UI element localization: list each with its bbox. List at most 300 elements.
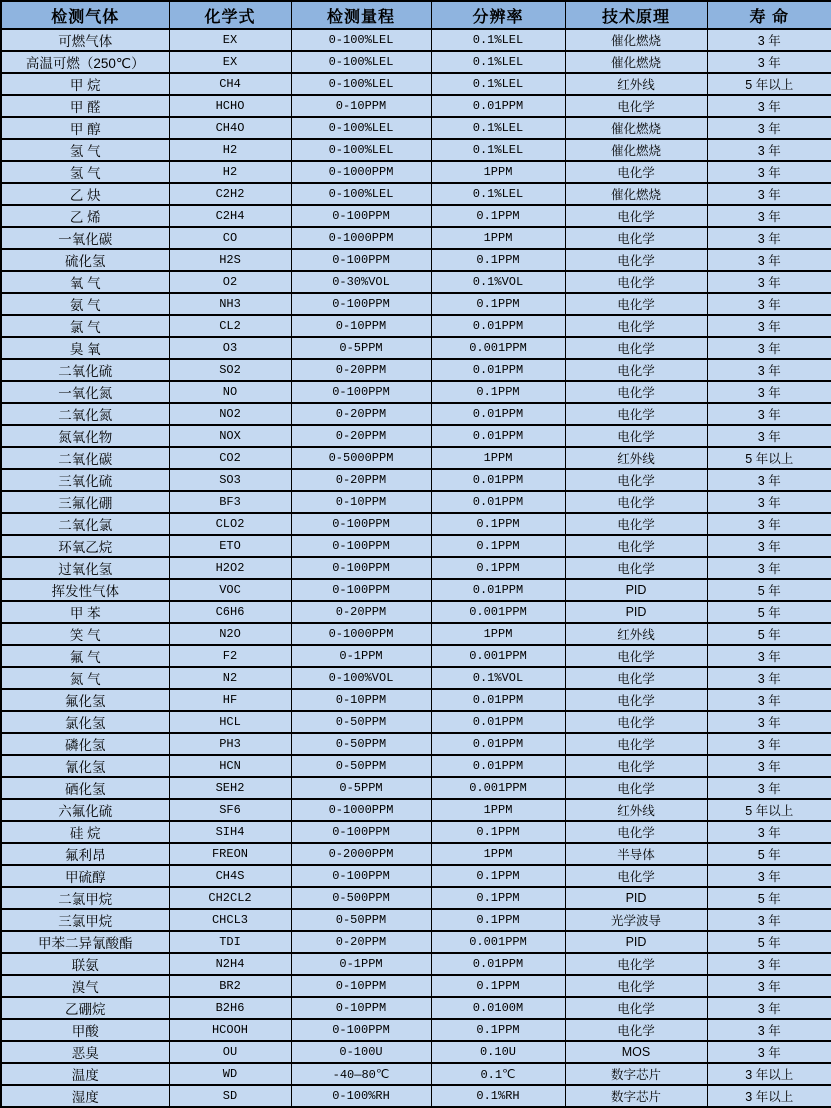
- table-row: [1, 183, 831, 205]
- cell-formula: HCOOH: [169, 1019, 291, 1041]
- cell-principle: 催化燃烧: [565, 139, 707, 161]
- cell-resolution: 0.01PPM: [431, 953, 565, 975]
- table-row: [1, 1019, 831, 1041]
- cell-principle: PID: [565, 931, 707, 953]
- cell-lifespan: 5 年: [707, 579, 831, 601]
- table-body: [1, 29, 831, 1107]
- cell-range: 0-5PPM: [291, 337, 431, 359]
- cell-range: 0-100PPM: [291, 821, 431, 843]
- cell-principle: PID: [565, 601, 707, 623]
- cell-lifespan: 3 年: [707, 1019, 831, 1041]
- table-row: [1, 1041, 831, 1063]
- cell-formula: HCN: [169, 755, 291, 777]
- table-header-row: [1, 1, 831, 29]
- cell-gas: 三氧化硫: [1, 469, 169, 491]
- cell-range: 0-5PPM: [291, 777, 431, 799]
- cell-resolution: 0.01PPM: [431, 755, 565, 777]
- cell-lifespan: 3 年: [707, 117, 831, 139]
- cell-gas: 氨 气: [1, 293, 169, 315]
- cell-gas: 二氯甲烷: [1, 887, 169, 909]
- cell-range: 0-50PPM: [291, 909, 431, 931]
- cell-formula: NO2: [169, 403, 291, 425]
- column-header-principle: 技术原理: [565, 1, 707, 29]
- table-row: [1, 51, 831, 73]
- cell-principle: 数字芯片: [565, 1063, 707, 1085]
- table-row: [1, 337, 831, 359]
- cell-gas: 甲硫醇: [1, 865, 169, 887]
- table-row: [1, 205, 831, 227]
- cell-resolution: 0.0100M: [431, 997, 565, 1019]
- cell-formula: VOC: [169, 579, 291, 601]
- cell-resolution: 1PPM: [431, 623, 565, 645]
- cell-gas: 甲 醛: [1, 95, 169, 117]
- cell-resolution: 0.10U: [431, 1041, 565, 1063]
- cell-lifespan: 3 年: [707, 315, 831, 337]
- table-row: [1, 931, 831, 953]
- cell-lifespan: 3 年: [707, 953, 831, 975]
- cell-formula: CLO2: [169, 513, 291, 535]
- cell-range: 0-10PPM: [291, 95, 431, 117]
- cell-resolution: 0.001PPM: [431, 777, 565, 799]
- cell-principle: 电化学: [565, 953, 707, 975]
- cell-gas: 恶臭: [1, 1041, 169, 1063]
- cell-gas: 二氧化碳: [1, 447, 169, 469]
- cell-resolution: 1PPM: [431, 799, 565, 821]
- table-row: [1, 733, 831, 755]
- table-row: [1, 513, 831, 535]
- cell-range: 0-100%VOL: [291, 667, 431, 689]
- cell-formula: SF6: [169, 799, 291, 821]
- cell-formula: C2H4: [169, 205, 291, 227]
- cell-range: 0-100PPM: [291, 579, 431, 601]
- cell-range: 0-10PPM: [291, 315, 431, 337]
- cell-principle: 红外线: [565, 799, 707, 821]
- cell-range: 0-100%RH: [291, 1085, 431, 1107]
- cell-lifespan: 3 年: [707, 667, 831, 689]
- cell-gas: 甲 醇: [1, 117, 169, 139]
- cell-gas: 磷化氢: [1, 733, 169, 755]
- cell-lifespan: 3 年: [707, 51, 831, 73]
- cell-gas: 氰化氢: [1, 755, 169, 777]
- cell-lifespan: 3 年: [707, 359, 831, 381]
- cell-formula: CH2CL2: [169, 887, 291, 909]
- cell-lifespan: 5 年: [707, 887, 831, 909]
- table-row: [1, 689, 831, 711]
- cell-resolution: 0.01PPM: [431, 359, 565, 381]
- cell-formula: BR2: [169, 975, 291, 997]
- cell-principle: 电化学: [565, 975, 707, 997]
- cell-gas: 氟化氢: [1, 689, 169, 711]
- cell-gas: 氢 气: [1, 161, 169, 183]
- cell-principle: 红外线: [565, 73, 707, 95]
- cell-gas: 温度: [1, 1063, 169, 1085]
- table-row: [1, 315, 831, 337]
- cell-formula: HF: [169, 689, 291, 711]
- cell-lifespan: 3 年: [707, 997, 831, 1019]
- table-row: [1, 711, 831, 733]
- cell-resolution: 1PPM: [431, 161, 565, 183]
- cell-gas: 二氧化氯: [1, 513, 169, 535]
- cell-formula: C6H6: [169, 601, 291, 623]
- cell-range: 0-20PPM: [291, 931, 431, 953]
- cell-gas: 臭 氧: [1, 337, 169, 359]
- cell-range: 0-30%VOL: [291, 271, 431, 293]
- cell-lifespan: 3 年: [707, 535, 831, 557]
- cell-formula: CH4O: [169, 117, 291, 139]
- cell-range: 0-50PPM: [291, 733, 431, 755]
- cell-range: 0-100PPM: [291, 293, 431, 315]
- cell-principle: 电化学: [565, 557, 707, 579]
- cell-lifespan: 3 年: [707, 1041, 831, 1063]
- cell-lifespan: 3 年: [707, 95, 831, 117]
- cell-principle: 红外线: [565, 623, 707, 645]
- cell-principle: 电化学: [565, 425, 707, 447]
- cell-resolution: 0.01PPM: [431, 315, 565, 337]
- cell-principle: 光学波导: [565, 909, 707, 931]
- cell-gas: 氯 气: [1, 315, 169, 337]
- table-row: [1, 887, 831, 909]
- cell-range: -40—80℃: [291, 1063, 431, 1085]
- cell-formula: B2H6: [169, 997, 291, 1019]
- cell-principle: 电化学: [565, 359, 707, 381]
- cell-resolution: 0.001PPM: [431, 931, 565, 953]
- cell-resolution: 0.001PPM: [431, 645, 565, 667]
- table-row: [1, 821, 831, 843]
- cell-resolution: 0.01PPM: [431, 469, 565, 491]
- cell-lifespan: 3 年以上: [707, 1063, 831, 1085]
- cell-formula: OU: [169, 1041, 291, 1063]
- cell-gas: 乙 烯: [1, 205, 169, 227]
- cell-formula: H2: [169, 139, 291, 161]
- cell-principle: 电化学: [565, 865, 707, 887]
- cell-range: 0-50PPM: [291, 755, 431, 777]
- cell-range: 0-100PPM: [291, 865, 431, 887]
- cell-principle: 电化学: [565, 491, 707, 513]
- cell-range: 0-100%LEL: [291, 73, 431, 95]
- cell-principle: 电化学: [565, 161, 707, 183]
- cell-formula: SD: [169, 1085, 291, 1107]
- cell-gas: 硒化氢: [1, 777, 169, 799]
- cell-resolution: 0.1%LEL: [431, 117, 565, 139]
- cell-lifespan: 3 年: [707, 337, 831, 359]
- table-row: [1, 403, 831, 425]
- cell-gas: 氢 气: [1, 139, 169, 161]
- cell-range: 0-100%LEL: [291, 183, 431, 205]
- cell-lifespan: 3 年: [707, 821, 831, 843]
- cell-formula: ETO: [169, 535, 291, 557]
- cell-principle: 电化学: [565, 293, 707, 315]
- table-row: [1, 161, 831, 183]
- cell-gas: 一氧化碳: [1, 227, 169, 249]
- cell-formula: CO2: [169, 447, 291, 469]
- table-row: [1, 601, 831, 623]
- cell-lifespan: 3 年: [707, 909, 831, 931]
- cell-resolution: 0.01PPM: [431, 491, 565, 513]
- cell-resolution: 0.1PPM: [431, 909, 565, 931]
- cell-formula: CH4S: [169, 865, 291, 887]
- cell-formula: F2: [169, 645, 291, 667]
- cell-principle: 电化学: [565, 733, 707, 755]
- cell-lifespan: 5 年: [707, 601, 831, 623]
- cell-principle: 催化燃烧: [565, 117, 707, 139]
- cell-lifespan: 3 年: [707, 227, 831, 249]
- cell-range: 0-20PPM: [291, 425, 431, 447]
- cell-range: 0-10PPM: [291, 997, 431, 1019]
- cell-formula: TDI: [169, 931, 291, 953]
- cell-gas: 一氧化氮: [1, 381, 169, 403]
- cell-gas: 乙 炔: [1, 183, 169, 205]
- cell-lifespan: 3 年: [707, 403, 831, 425]
- cell-resolution: 0.001PPM: [431, 601, 565, 623]
- table-row: [1, 865, 831, 887]
- cell-lifespan: 5 年: [707, 623, 831, 645]
- table-row: [1, 579, 831, 601]
- cell-gas: 三氟化硼: [1, 491, 169, 513]
- cell-formula: WD: [169, 1063, 291, 1085]
- cell-gas: 可燃气体: [1, 29, 169, 51]
- cell-range: 0-1000PPM: [291, 227, 431, 249]
- cell-principle: 半导体: [565, 843, 707, 865]
- table-row: [1, 535, 831, 557]
- cell-principle: 电化学: [565, 403, 707, 425]
- table-row: [1, 447, 831, 469]
- table-row: [1, 227, 831, 249]
- cell-resolution: 0.01PPM: [431, 733, 565, 755]
- cell-gas: 六氟化硫: [1, 799, 169, 821]
- cell-resolution: 0.1%LEL: [431, 29, 565, 51]
- cell-resolution: 0.1℃: [431, 1063, 565, 1085]
- cell-gas: 甲 烷: [1, 73, 169, 95]
- cell-range: 0-100PPM: [291, 513, 431, 535]
- cell-formula: HCHO: [169, 95, 291, 117]
- cell-formula: CL2: [169, 315, 291, 337]
- cell-range: 0-20PPM: [291, 601, 431, 623]
- cell-lifespan: 5 年以上: [707, 447, 831, 469]
- cell-principle: 电化学: [565, 205, 707, 227]
- cell-lifespan: 3 年: [707, 293, 831, 315]
- cell-resolution: 0.01PPM: [431, 711, 565, 733]
- cell-formula: SEH2: [169, 777, 291, 799]
- table-row: [1, 997, 831, 1019]
- cell-lifespan: 3 年: [707, 513, 831, 535]
- cell-lifespan: 3 年: [707, 139, 831, 161]
- cell-gas: 氮 气: [1, 667, 169, 689]
- table-row: [1, 799, 831, 821]
- cell-formula: CO: [169, 227, 291, 249]
- cell-range: 0-5000PPM: [291, 447, 431, 469]
- cell-lifespan: 5 年以上: [707, 799, 831, 821]
- cell-resolution: 0.1PPM: [431, 557, 565, 579]
- cell-formula: O3: [169, 337, 291, 359]
- cell-principle: 电化学: [565, 645, 707, 667]
- cell-resolution: 0.001PPM: [431, 337, 565, 359]
- cell-range: 0-10PPM: [291, 975, 431, 997]
- cell-gas: 湿度: [1, 1085, 169, 1107]
- cell-lifespan: 3 年: [707, 381, 831, 403]
- cell-formula: H2S: [169, 249, 291, 271]
- cell-resolution: 0.1PPM: [431, 887, 565, 909]
- cell-gas: 氮氧化物: [1, 425, 169, 447]
- cell-lifespan: 3 年: [707, 271, 831, 293]
- table-row: [1, 425, 831, 447]
- cell-principle: 电化学: [565, 469, 707, 491]
- cell-principle: 电化学: [565, 689, 707, 711]
- cell-formula: SO2: [169, 359, 291, 381]
- table-row: [1, 1085, 831, 1107]
- cell-range: 0-100%LEL: [291, 29, 431, 51]
- table-row: [1, 777, 831, 799]
- cell-principle: 电化学: [565, 667, 707, 689]
- cell-formula: O2: [169, 271, 291, 293]
- cell-formula: SO3: [169, 469, 291, 491]
- cell-lifespan: 3 年: [707, 469, 831, 491]
- table-row: [1, 95, 831, 117]
- column-header-formula: 化学式: [169, 1, 291, 29]
- cell-gas: 溴气: [1, 975, 169, 997]
- cell-principle: 电化学: [565, 249, 707, 271]
- cell-range: 0-10PPM: [291, 491, 431, 513]
- cell-resolution: 0.1PPM: [431, 381, 565, 403]
- cell-range: 0-10PPM: [291, 689, 431, 711]
- cell-resolution: 0.01PPM: [431, 425, 565, 447]
- cell-lifespan: 3 年: [707, 975, 831, 997]
- table-row: [1, 1063, 831, 1085]
- cell-formula: EX: [169, 51, 291, 73]
- table-row: [1, 381, 831, 403]
- cell-gas: 乙硼烷: [1, 997, 169, 1019]
- cell-range: 0-1PPM: [291, 953, 431, 975]
- cell-lifespan: 3 年: [707, 645, 831, 667]
- table-row: [1, 249, 831, 271]
- cell-principle: 电化学: [565, 513, 707, 535]
- cell-lifespan: 3 年: [707, 425, 831, 447]
- cell-principle: 数字芯片: [565, 1085, 707, 1107]
- cell-range: 0-100PPM: [291, 1019, 431, 1041]
- cell-lifespan: 5 年: [707, 843, 831, 865]
- cell-range: 0-100%LEL: [291, 51, 431, 73]
- cell-formula: FREON: [169, 843, 291, 865]
- column-header-resolution: 分辨率: [431, 1, 565, 29]
- cell-range: 0-1PPM: [291, 645, 431, 667]
- cell-lifespan: 3 年: [707, 865, 831, 887]
- cell-resolution: 0.01PPM: [431, 403, 565, 425]
- cell-range: 0-100U: [291, 1041, 431, 1063]
- cell-principle: PID: [565, 579, 707, 601]
- cell-resolution: 0.1%LEL: [431, 139, 565, 161]
- cell-range: 0-1000PPM: [291, 623, 431, 645]
- cell-gas: 氟 气: [1, 645, 169, 667]
- cell-gas: 联氨: [1, 953, 169, 975]
- cell-lifespan: 3 年: [707, 161, 831, 183]
- cell-formula: HCL: [169, 711, 291, 733]
- cell-gas: 氟利昂: [1, 843, 169, 865]
- cell-formula: CHCL3: [169, 909, 291, 931]
- cell-gas: 氯化氢: [1, 711, 169, 733]
- cell-gas: 氧 气: [1, 271, 169, 293]
- cell-range: 0-1000PPM: [291, 161, 431, 183]
- cell-lifespan: 5 年: [707, 931, 831, 953]
- cell-lifespan: 3 年以上: [707, 1085, 831, 1107]
- table-row: [1, 645, 831, 667]
- table-row: [1, 293, 831, 315]
- cell-resolution: 0.1%RH: [431, 1085, 565, 1107]
- cell-formula: PH3: [169, 733, 291, 755]
- cell-resolution: 0.1%LEL: [431, 51, 565, 73]
- table-row: [1, 271, 831, 293]
- cell-gas: 甲酸: [1, 1019, 169, 1041]
- column-header-gas: 检测气体: [1, 1, 169, 29]
- cell-resolution: 0.1%VOL: [431, 271, 565, 293]
- cell-gas: 高温可燃（250℃）: [1, 51, 169, 73]
- cell-range: 0-20PPM: [291, 359, 431, 381]
- cell-formula: N2H4: [169, 953, 291, 975]
- cell-gas: 二氧化硫: [1, 359, 169, 381]
- cell-resolution: 0.1PPM: [431, 821, 565, 843]
- cell-principle: 电化学: [565, 381, 707, 403]
- cell-principle: 催化燃烧: [565, 183, 707, 205]
- table-row: [1, 29, 831, 51]
- table-row: [1, 667, 831, 689]
- cell-principle: 催化燃烧: [565, 29, 707, 51]
- cell-range: 0-20PPM: [291, 403, 431, 425]
- cell-lifespan: 3 年: [707, 249, 831, 271]
- cell-gas: 笑 气: [1, 623, 169, 645]
- cell-resolution: 0.1PPM: [431, 249, 565, 271]
- table-row: [1, 909, 831, 931]
- column-header-lifespan: 寿 命: [707, 1, 831, 29]
- cell-principle: 电化学: [565, 1019, 707, 1041]
- cell-gas: 硫化氢: [1, 249, 169, 271]
- cell-principle: 电化学: [565, 227, 707, 249]
- cell-formula: EX: [169, 29, 291, 51]
- cell-resolution: 1PPM: [431, 447, 565, 469]
- cell-resolution: 0.1PPM: [431, 975, 565, 997]
- cell-principle: 电化学: [565, 777, 707, 799]
- table-row: [1, 755, 831, 777]
- cell-principle: 红外线: [565, 447, 707, 469]
- cell-gas: 挥发性气体: [1, 579, 169, 601]
- cell-formula: SIH4: [169, 821, 291, 843]
- cell-gas: 三氯甲烷: [1, 909, 169, 931]
- cell-range: 0-1000PPM: [291, 799, 431, 821]
- cell-lifespan: 3 年: [707, 183, 831, 205]
- column-header-range: 检测量程: [291, 1, 431, 29]
- cell-principle: 电化学: [565, 535, 707, 557]
- cell-range: 0-100PPM: [291, 535, 431, 557]
- cell-formula: C2H2: [169, 183, 291, 205]
- cell-formula: CH4: [169, 73, 291, 95]
- cell-range: 0-100PPM: [291, 557, 431, 579]
- cell-range: 0-500PPM: [291, 887, 431, 909]
- cell-resolution: 0.1%LEL: [431, 73, 565, 95]
- table-row: [1, 469, 831, 491]
- cell-resolution: 0.1PPM: [431, 205, 565, 227]
- cell-formula: H2: [169, 161, 291, 183]
- cell-resolution: 1PPM: [431, 843, 565, 865]
- cell-resolution: 0.1%VOL: [431, 667, 565, 689]
- cell-gas: 甲苯二异氰酸酯: [1, 931, 169, 953]
- cell-formula: N2: [169, 667, 291, 689]
- cell-resolution: 0.01PPM: [431, 689, 565, 711]
- cell-resolution: 0.1PPM: [431, 293, 565, 315]
- cell-resolution: 0.01PPM: [431, 579, 565, 601]
- cell-formula: NO: [169, 381, 291, 403]
- cell-principle: 电化学: [565, 755, 707, 777]
- cell-lifespan: 3 年: [707, 711, 831, 733]
- cell-range: 0-100PPM: [291, 249, 431, 271]
- cell-lifespan: 3 年: [707, 755, 831, 777]
- table-row: [1, 117, 831, 139]
